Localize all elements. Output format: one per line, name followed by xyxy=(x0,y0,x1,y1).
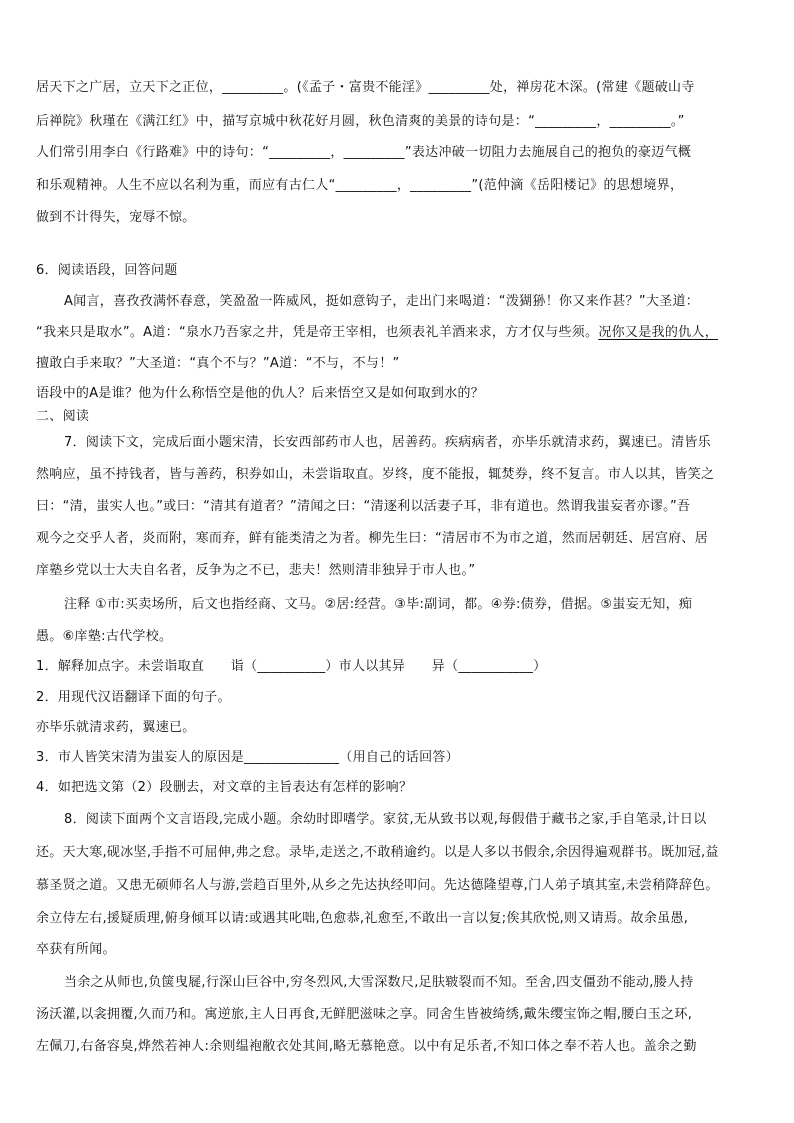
text-line: 居天下之广居，立天下之正位，_________。(《孟子・富贵不能淫》_________处，禅房花木深。(常建《题破山寺 xyxy=(36,80,695,95)
text-line: 8．阅读下面两个文言语段,完成小题。余幼时即嗜学。家贫,无从致书以观,每假借于藏书之家,手自笔录,计日以 xyxy=(64,812,707,827)
text-line: 观今之交乎人者，炎而附，寒而弃，鲜有能类清之为者。柳先生曰：“清居市不为市之道，然而居朝廷、居宫府、居 xyxy=(36,531,709,546)
text-line: 卒获有所闻。 xyxy=(36,942,116,957)
text-line: 亦毕乐就清求药，翼速已。 xyxy=(36,720,196,735)
sub-question-3: 3．市人皆笑宋清为蚩妄人的原因是______________（用自己的话回答） xyxy=(36,750,459,765)
text-line: 汤沃灌,以衾拥覆,久而乃和。寓逆旅,主人日再食,无鲜肥滋味之享。同舍生皆被绮绣,戴朱缨宝饰之帽,腰白玉之环, xyxy=(36,1007,693,1022)
text-line: 余立侍左右,援疑质理,俯身倾耳以请:或遇其叱咄,色愈恭,礼愈至,不敢出一言以复;俟其欣悦,则又请焉。故余虽愚, xyxy=(36,911,689,926)
text-line: 人们常引用李白《行路难》中的诗句：“_________，_________”表达冲破一切阻力去施展自己的抱负的豪迈气概 xyxy=(36,145,692,160)
text-line: 做到不计得失，宠辱不惊。 xyxy=(36,210,196,225)
underlined-phrase: 况你又是我的仇人， xyxy=(598,325,719,340)
text-line: 和乐观精神。人生不应以名利为重，而应有古仁人“_________，_________”(范仲滴《岳阳楼记》的思想境界， xyxy=(36,178,684,193)
text-line: 庠塾乡党以士大夫自名者，反争为之不已，悲夫！然则清非独异于市人也。” xyxy=(36,563,476,578)
text-segment: “我来只是取水”。A道：“泉水乃吾家之井，凭是帝王宰相，也须表礼羊酒来求，方才仅与些须。 xyxy=(36,325,599,340)
annotation-line: 愚。⑥庠塾:古代学校。 xyxy=(36,629,173,644)
question-6-prompt: 语段中的A是谁？他为什么称悟空是他的仇人？后来悟空又是如何取到水的？ xyxy=(36,386,485,401)
section-heading-reading: 二、阅读 xyxy=(36,409,90,424)
text-line: 然响应，虽不持钱者，皆与善药，积券如山，未尝诣取直。岁终，度不能报，辄焚券，终不复言。市人以其，皆笑之 xyxy=(36,467,715,482)
sub-question-2: 2．用现代汉语翻译下面的句子。 xyxy=(36,690,231,705)
sub-question-1: 1．解释加点字。未尝诣取直 诣（__________）市人以其异 异（___________） xyxy=(36,659,547,674)
text-line-with-underline xyxy=(36,323,718,343)
annotation-line: 注释 ①市:买卖场所，后文也指经商、文马。②居:经营。③毕:副词，都。④券:债券，借据。⑤蚩妄无知，痴 xyxy=(64,597,693,612)
sub-question-4: 4．如把选文第（2）段删去，对文章的主旨表达有怎样的影响？ xyxy=(36,780,413,795)
text-line: 慕圣贤之道。又患无硕师名人与游,尝趋百里外,从乡之先达执经叩问。先达德隆望尊,门人弟子填其室,未尝稍降辞色。 xyxy=(36,878,719,893)
text-line: 7．阅读下文，完成后面小题宋清，长安西部药市人也，居善药。疾病病者，亦毕乐就清求药，翼速已。清皆乐 xyxy=(64,435,711,450)
text-line: 左佩刀,右备容臭,烨然若神人:余则缊袍敝衣处其间,略无慕艳意。以中有足乐者,不知口体之奉不若人也。盖余之勤 xyxy=(36,1039,697,1054)
text-line: 曰：“清，蚩实人也。”或曰：“清其有道者？”清闻之曰：“清逐利以活妻子耳，非有道也。然谓我蚩妄者亦谬。”吾 xyxy=(36,499,691,514)
text-line: 擅敢白手来取？”大圣道：“真个不与？”A道：“不与，不与！” xyxy=(36,356,400,371)
text-line: 还。天大寒,砚冰坚,手指不可屈伸,弗之怠。录毕,走送之,不敢稍逾约。以是人多以书假余,余因得遍观群书。既加冠,益 xyxy=(36,845,719,860)
text-line: 当余之从师也,负箧曳屣,行深山巨谷中,穷冬烈风,大雪深数尺,足肤皲裂而不知。至舍,四支僵劲不能动,媵人持 xyxy=(64,975,694,990)
text-line: 后禅院》秋瑾在《满江红》中，描写京城中秋花好月圆，秋色清爽的美景的诗句是：“_________，_________。” xyxy=(36,114,685,129)
question-6-heading: 6．阅读语段，回答问题 xyxy=(36,263,178,278)
text-line: A闻言，喜孜孜满怀春意，笑盈盈一阵威风，挺如意钩子，走出门来喝道：“泼猢狲！你又来作甚？”大圣道： xyxy=(64,294,700,309)
